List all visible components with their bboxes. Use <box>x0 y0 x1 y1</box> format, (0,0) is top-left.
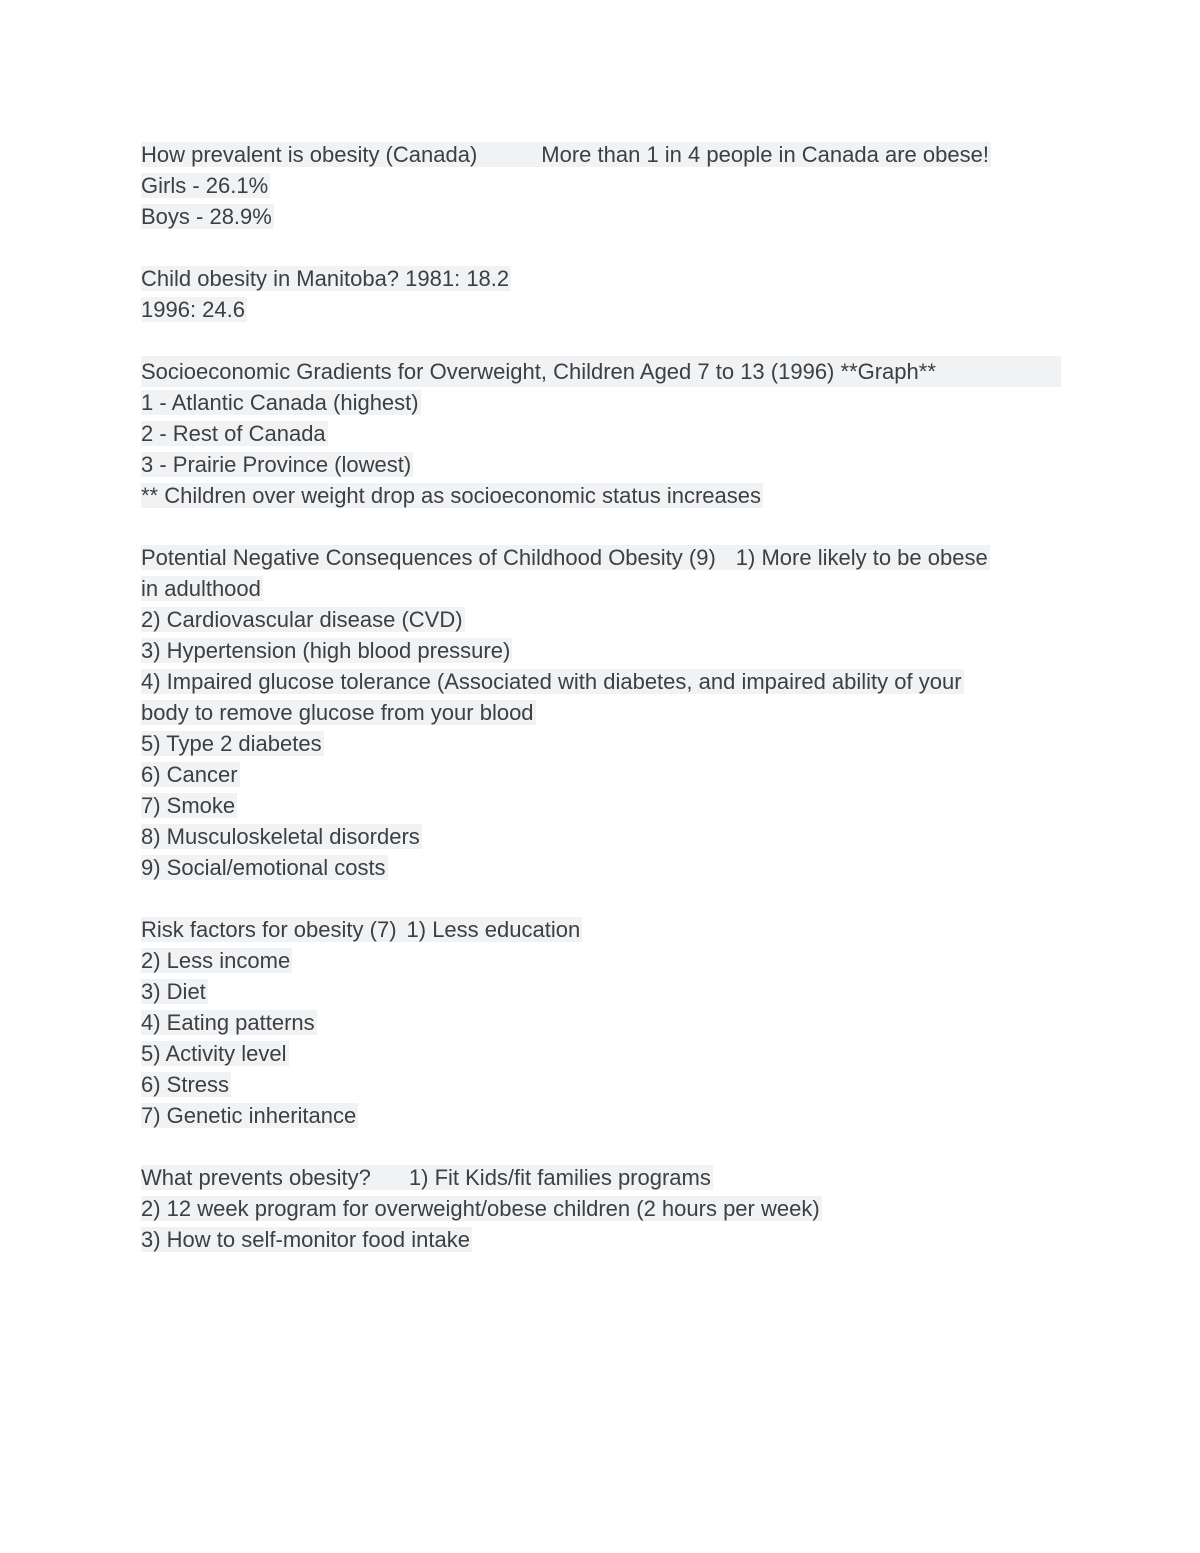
consequences-item <box>141 852 1071 883</box>
manitoba-question: Child obesity in Manitoba? 1981: 18.2 <box>141 266 510 291</box>
boys-stat: Boys - 28.9% <box>141 204 272 229</box>
list-item: 1) Less education <box>406 917 581 942</box>
spacer <box>141 511 1071 542</box>
prevention-item <box>141 1224 1071 1255</box>
list-item: body to remove glucose from your blood <box>141 700 534 725</box>
list-item: 1 - Atlantic Canada (highest) <box>141 390 419 415</box>
list-item: 3) How to self-monitor food intake <box>141 1227 470 1252</box>
list-item: 3) Diet <box>141 979 206 1004</box>
boys-line <box>141 201 1071 232</box>
girls-line <box>141 170 1071 201</box>
risk-heading-line <box>141 914 1071 945</box>
prevention-heading-line <box>141 1162 1071 1193</box>
list-item: 2) Cardiovascular disease (CVD) <box>141 607 463 632</box>
consequences-heading: Potential Negative Consequences of Childhood Obesity (9) <box>141 545 716 570</box>
prevalence-question: How prevalent is obesity (Canada) <box>141 142 478 167</box>
consequences-heading-line <box>141 542 1071 573</box>
spacer <box>141 883 1071 914</box>
gradients-item <box>141 387 1071 418</box>
list-item: ** Children over weight drop as socioeconomic status increases <box>141 483 761 508</box>
spacer <box>141 232 1071 263</box>
spacer <box>141 325 1071 356</box>
manitoba-1996: 1996: 24.6 <box>141 297 245 322</box>
gradients-item <box>141 418 1071 449</box>
prevalence-answer: More than 1 in 4 people in Canada are obese! <box>541 142 989 167</box>
girls-stat: Girls - 26.1% <box>141 173 269 198</box>
risk-item <box>141 945 1071 976</box>
consequences-item <box>141 728 1071 759</box>
consequences-item <box>141 604 1071 635</box>
risk-item <box>141 1007 1071 1038</box>
manitoba-line <box>141 263 1071 294</box>
prevention-item <box>141 1193 1071 1224</box>
list-item: 9) Social/emotional costs <box>141 855 386 880</box>
list-item: 2) 12 week program for overweight/obese children (2 hours per week) <box>141 1196 820 1221</box>
list-item: 3 - Prairie Province (lowest) <box>141 452 412 477</box>
risk-item <box>141 1100 1071 1131</box>
gradients-title-line <box>141 356 1071 387</box>
consequences-item <box>141 790 1071 821</box>
consequences-cont-line <box>141 573 1071 604</box>
list-item: 1) Fit Kids/fit families programs <box>408 1165 711 1190</box>
risk-item <box>141 1038 1071 1069</box>
gradients-note <box>141 480 1071 511</box>
list-item: 2) Less income <box>141 948 291 973</box>
prevalence-line <box>141 139 1071 170</box>
risk-item <box>141 976 1071 1007</box>
list-item: 6) Cancer <box>141 762 238 787</box>
consequences-item <box>141 821 1071 852</box>
spacer <box>141 1131 1071 1162</box>
manitoba-1996-line <box>141 294 1071 325</box>
list-item: 7) Genetic inheritance <box>141 1103 357 1128</box>
risk-heading: Risk factors for obesity (7) <box>141 917 397 942</box>
list-item: 1) More likely to be obese <box>735 545 988 570</box>
list-item: 4) Impaired glucose tolerance (Associated with diabetes, and impaired ability of your <box>141 669 962 694</box>
consequences-item <box>141 759 1071 790</box>
list-item: 6) Stress <box>141 1072 230 1097</box>
list-item: 7) Smoke <box>141 793 236 818</box>
consequences-item <box>141 635 1071 666</box>
prevention-heading: What prevents obesity? <box>141 1165 371 1190</box>
list-item: 5) Activity level <box>141 1041 287 1066</box>
list-item: 5) Type 2 diabetes <box>141 731 322 756</box>
document-page <box>141 139 1071 1255</box>
gradients-item <box>141 449 1071 480</box>
list-item: 2 - Rest of Canada <box>141 421 326 446</box>
list-item: in adulthood <box>141 576 261 601</box>
list-item: 3) Hypertension (high blood pressure) <box>141 638 511 663</box>
gradients-title: Socioeconomic Gradients for Overweight, Children Aged 7 to 13 (1996) **Graph** <box>141 356 1061 387</box>
list-item: 4) Eating patterns <box>141 1010 315 1035</box>
consequences-item <box>141 697 1071 728</box>
risk-item <box>141 1069 1071 1100</box>
list-item: 8) Musculoskeletal disorders <box>141 824 420 849</box>
consequences-item <box>141 666 1071 697</box>
